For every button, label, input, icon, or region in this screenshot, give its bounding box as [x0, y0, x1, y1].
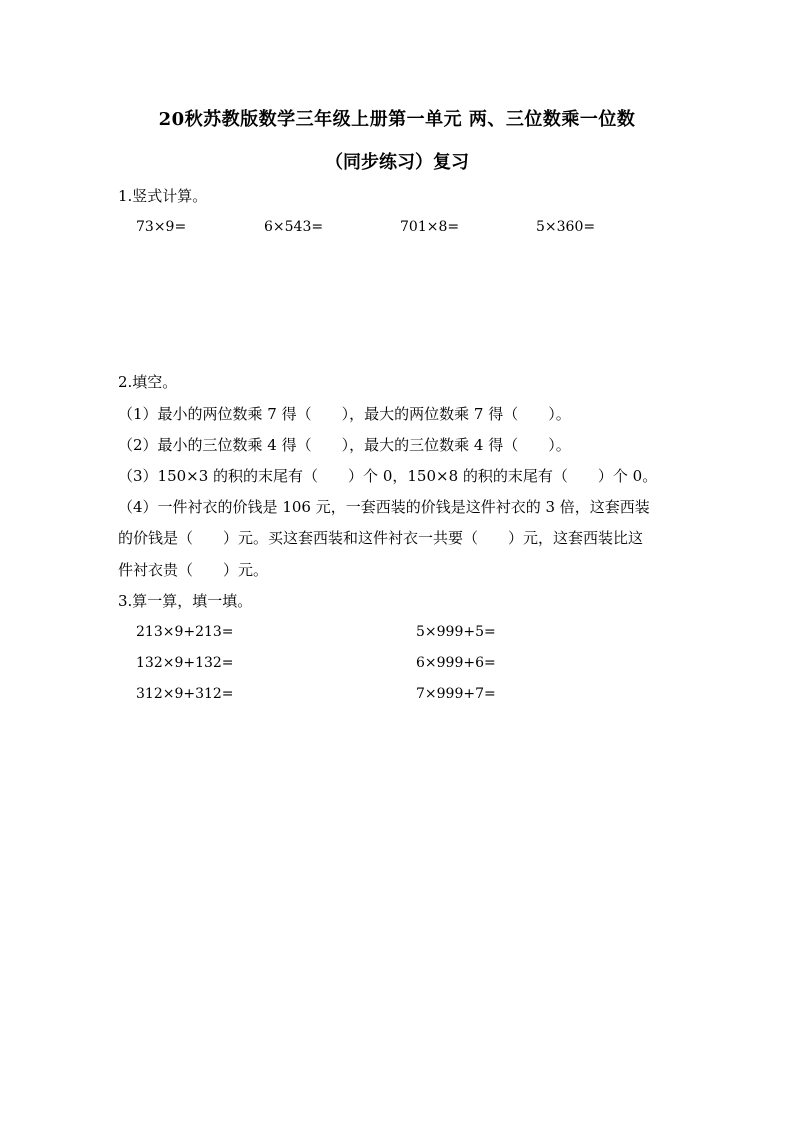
q1-item: 701×8= — [400, 219, 460, 235]
q2-line: （4）一件衬衣的价钱是 106 元，一套西装的价钱是这件衬衣的 3 倍，这套西装 — [118, 498, 650, 516]
q3-heading: 3.算一算，填一填。 — [118, 592, 253, 610]
q3-left-item: 132×9+132= — [136, 655, 234, 671]
q1-heading: 1.竖式计算。 — [118, 187, 208, 205]
q3-left-item: 213×9+213= — [136, 624, 234, 640]
q3-right-item: 5×999+5= — [416, 624, 496, 640]
q2-heading: 2.填空。 — [118, 373, 178, 391]
q2-line: 件衬衣贵（ ）元。 — [118, 561, 269, 579]
worksheet-title: 20秋苏教版数学三年级上册第一单元 两、三位数乘一位数 — [158, 109, 636, 130]
q1-item: 5×360= — [536, 219, 596, 235]
q3-right-item: 7×999+7= — [416, 686, 496, 702]
q3-left-item: 312×9+312= — [136, 686, 234, 702]
q2-line: （3）150×3 的积的末尾有（ ）个 0，150×8 的积的末尾有（ ）个 0。 — [118, 467, 658, 485]
q1-item: 73×9= — [136, 219, 187, 235]
q2-line: （1）最小的两位数乘 7 得（ ），最大的两位数乘 7 得（ ）。 — [118, 405, 571, 423]
q1-item: 6×543= — [264, 219, 324, 235]
q2-line: 的价钱是（ ）元。买这套西装和这件衬衣一共要（ ）元，这套西装比这 — [118, 529, 644, 547]
q2-line: （2）最小的三位数乘 4 得（ ），最大的三位数乘 4 得（ ）。 — [118, 436, 571, 454]
q3-right-item: 6×999+6= — [416, 655, 496, 671]
worksheet-subtitle: （同步练习）复习 — [325, 152, 469, 173]
